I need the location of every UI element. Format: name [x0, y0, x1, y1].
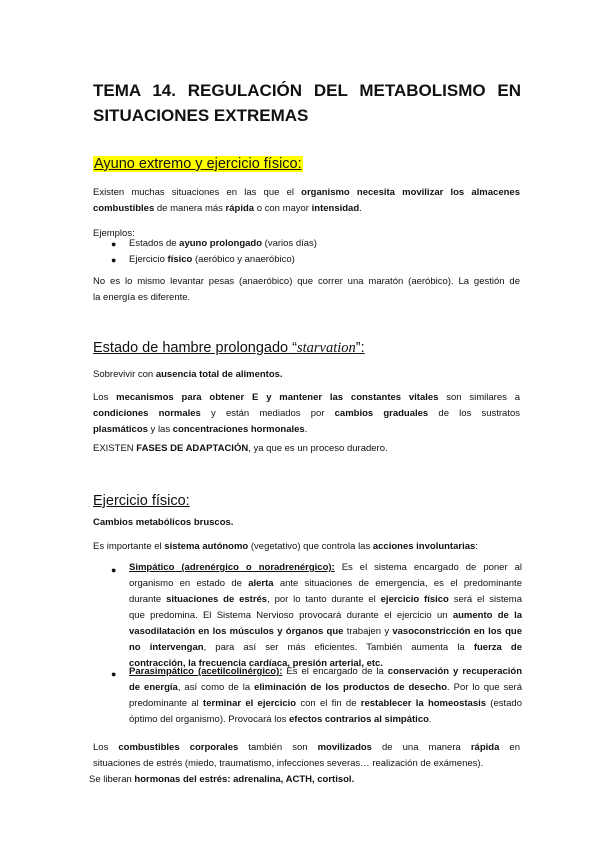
paragraph-intro [93, 185, 520, 217]
text-run: durante [129, 594, 167, 605]
text-run: ante situaciones de emergencia, es el predominante [273, 578, 522, 589]
text-run: . [428, 714, 432, 725]
bold-text: situaciones de estrés [166, 594, 268, 605]
text-run: Ejercicio [129, 254, 168, 265]
text-line: la energía es diferente. [93, 292, 191, 303]
paragraph-mechanisms [93, 390, 520, 438]
bold-text: hormonas del estrés: adrenalina, ACTH, cortisol. [134, 774, 355, 785]
examples-label: Ejemplos: [93, 228, 135, 239]
text-run: Los [93, 742, 119, 753]
text-run: . [359, 203, 362, 214]
text-run: (vegetativo) que controla las [248, 541, 373, 552]
text-run: (estado [486, 698, 522, 709]
text-line: No es lo mismo levantar pesas (anaeróbico) que correr una maratón (aeróbico). La gestión de [93, 276, 520, 287]
text-line [129, 696, 522, 712]
text-run: Es el sistema encargado de poner al [334, 562, 523, 573]
text-run: Los [93, 392, 117, 403]
text-run: Estado de hambre prolongado “ [93, 340, 297, 356]
text-run: Sobrevivir con [93, 369, 156, 380]
bold-text: vasoconstricción en los que [392, 626, 523, 637]
text-run: : [475, 541, 478, 552]
section-heading-ayuno [93, 155, 303, 173]
text-run: , para así ser más eficientes. También aumenta la [203, 642, 474, 653]
bold-text: FASES DE ADAPTACIÓN [136, 443, 249, 454]
bold-text: no intervengan [129, 642, 204, 653]
heading-text: Ejercicio físico: [93, 493, 190, 509]
text-run: , por lo tanto durante el [267, 594, 381, 605]
bold-text: concentraciones hormonales [172, 424, 305, 435]
bold-text: organismo necesita movilizar los almacenes [301, 187, 520, 198]
text-run: trabajen y [343, 626, 393, 637]
text-line [129, 712, 522, 728]
bold-text: movilizados [317, 742, 372, 753]
text-run: EXISTEN [93, 443, 137, 454]
text-run: y están mediados por [200, 408, 335, 419]
page-title [93, 78, 521, 128]
bold-text: condiciones normales [93, 408, 201, 419]
text-run: . Por lo que será [447, 682, 522, 693]
heading-text [93, 340, 365, 356]
text-run: son similares a [438, 392, 520, 403]
paragraph-phases [93, 441, 520, 457]
bold-text: vasodilatación en los músculos y órganos que [129, 626, 344, 637]
text-run: que predomina. El Sistema Nervioso provocará durante el ejercicio un [129, 610, 453, 621]
bold-text: alerta [248, 578, 274, 589]
paragraph-combustibles [93, 740, 520, 772]
text-line: situaciones de estrés (miedo, traumatismo, infecciones severas… realización de exámenes). [93, 758, 484, 769]
text-line [129, 592, 522, 608]
paragraph-energy [93, 274, 520, 306]
text-run: será el sistema [448, 594, 522, 605]
bold-text: físico [167, 254, 193, 265]
bold-text: aumento de la [452, 610, 523, 621]
bold-text: rápida [225, 203, 255, 214]
text-run: (varios días) [262, 238, 317, 249]
bold-text: ejercicio físico [380, 594, 449, 605]
bold-text: restablecer la homeostasis [360, 698, 487, 709]
text-line [129, 680, 522, 696]
paragraph-survive [93, 367, 520, 383]
text-line [129, 640, 522, 656]
bold-text: Parasimpático (acetilcolinérgico): [129, 666, 283, 677]
text-run: Existen muchas situaciones en las que el [93, 187, 302, 198]
bold-text: Simpático (adrenérgico o noradrenérgico): [129, 562, 335, 573]
bold-text: conservación y recuperación [387, 666, 522, 677]
bold-text: mecanismos para obtener E y mantener las constantes vitales [116, 392, 439, 403]
text-line [93, 740, 520, 756]
text-run: Se liberan [89, 774, 135, 785]
text-run: predominante al [129, 698, 204, 709]
bullet-icon: ● [111, 669, 117, 679]
list-item-parasimpatico [129, 664, 522, 728]
text-run: también son [238, 742, 318, 753]
bullet-icon: ● [111, 565, 117, 575]
paragraph-autonomo [93, 539, 520, 555]
bold-text: terminar el ejercicio [203, 698, 297, 709]
text-run: óptimo del organismo). Provocará los [129, 714, 289, 725]
text-run: con el fin de [296, 698, 361, 709]
bold-text: eliminación de los productos de desecho [254, 682, 448, 693]
bold-text: contracción, la frecuencia cardíaca, presión arterial, etc. [129, 658, 383, 669]
bold-text: efectos contrarios al simpático [289, 714, 429, 725]
section-heading-ejercicio [93, 492, 190, 510]
bold-text: intensidad [311, 203, 360, 214]
text-run: y las [147, 424, 173, 435]
text-line [129, 624, 522, 640]
text-line [129, 664, 522, 680]
subheading-cambios: Cambios metabólicos bruscos. [93, 517, 234, 528]
bold-text: combustibles [93, 203, 155, 214]
title-line-2: SITUACIONES EXTREMAS [93, 106, 309, 125]
text-line [93, 422, 520, 438]
text-line [93, 201, 520, 217]
text-run: de manera más [154, 203, 226, 214]
text-run: Es el encargado de la [282, 666, 388, 677]
title-line-1: TEMA 14. REGULACIÓN DEL METABOLISMO EN [93, 81, 521, 100]
bold-text: cambios graduales [334, 408, 429, 419]
text-line [93, 390, 520, 406]
text-run: (aeróbico y anaeróbico) [192, 254, 295, 265]
bold-text: ayuno prolongado [179, 238, 263, 249]
text-line [93, 185, 520, 201]
text-line [129, 608, 522, 624]
bold-text: combustibles corporales [118, 742, 239, 753]
italic-text: starvation [296, 340, 356, 356]
bold-text: de energía [129, 682, 178, 693]
bullet-icon: ● [111, 255, 117, 265]
text-run: Es importante el [93, 541, 165, 552]
text-run: , ya que es un proceso duradero. [248, 443, 388, 454]
paragraph-hormonas [89, 772, 516, 788]
bold-text: fuerza de [473, 642, 522, 653]
bullet-icon: ● [111, 239, 117, 249]
bold-text: acciones involuntarias [372, 541, 476, 552]
text-run: organismo en estado de [129, 578, 249, 589]
list-item-text [129, 236, 317, 252]
list-item-text [129, 252, 295, 268]
text-run: en [499, 742, 520, 753]
text-run: de los sustratos [428, 408, 521, 419]
text-run: . [304, 424, 308, 435]
text-line [129, 576, 522, 592]
heading-text: Ayuno extremo y ejercicio físico: [94, 156, 302, 172]
bold-text: rápida [470, 742, 500, 753]
text-run: Estados de [129, 238, 180, 249]
section-heading-starvation [93, 339, 365, 357]
text-run: o con mayor [254, 203, 312, 214]
list-item-simpatico [129, 560, 522, 672]
text-line [93, 406, 520, 422]
bold-text: sistema autónomo [164, 541, 249, 552]
text-run: de una manera [371, 742, 471, 753]
list-item [111, 252, 295, 269]
text-run: ”: [355, 340, 365, 356]
text-line [129, 560, 522, 576]
text-run: , así como de la [177, 682, 255, 693]
bold-text: ausencia total de alimentos. [155, 369, 283, 380]
bold-text: plasmáticos [93, 424, 148, 435]
list-item [111, 236, 317, 253]
